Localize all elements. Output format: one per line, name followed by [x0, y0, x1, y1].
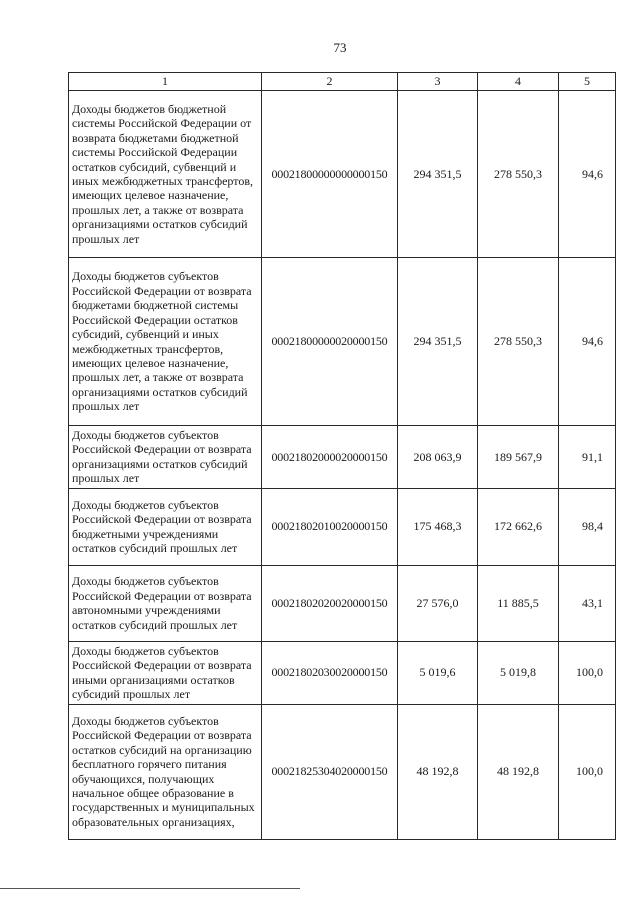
- table-row: [69, 641, 616, 704]
- revenue-table: [68, 72, 616, 840]
- row-code: 00021800000000000150: [262, 91, 398, 258]
- table-row: [69, 488, 616, 565]
- row-value-col4: 278 550,3: [478, 91, 559, 258]
- row-value-col5: 98,4: [559, 488, 616, 565]
- row-code: 00021802030020000150: [262, 641, 398, 704]
- revenue-table-container: [68, 72, 616, 840]
- table-row: [69, 704, 616, 839]
- row-code: 00021802020020000150: [262, 565, 398, 641]
- row-description: Доходы бюджетов субъектов Российской Федерации от возврата остатков субсидий на организацию бесплатного горячего питания обучающихся, получающих начальное общее образование в государственных и муниципальных образовательных организациях,: [69, 704, 262, 839]
- table-row: [69, 565, 616, 641]
- row-value-col3: 175 468,3: [398, 488, 478, 565]
- column-header-5: 5: [559, 73, 616, 91]
- row-value-col3: 208 063,9: [398, 426, 478, 489]
- row-value-col5: 91,1: [559, 426, 616, 489]
- row-value-col4: 11 885,5: [478, 565, 559, 641]
- row-value-col4: 189 567,9: [478, 426, 559, 489]
- scan-bottom-rule: [0, 888, 300, 889]
- row-value-col5: 100,0: [559, 641, 616, 704]
- row-value-col4: 172 662,6: [478, 488, 559, 565]
- row-value-col5: 94,6: [559, 91, 616, 258]
- row-value-col5: 100,0: [559, 704, 616, 839]
- page-number: 73: [333, 40, 347, 55]
- row-code: 00021800000020000150: [262, 258, 398, 426]
- row-description: Доходы бюджетов бюджетной системы Российской Федерации от возврата бюджетами бюджетной системы Российской Федерации остатков субсидий, субвенций и иных межбюджетных трансфертов, имеющих целевое назначение, прошлых лет, а также от возврата организациями остатков субсидий прошлых лет: [69, 91, 262, 258]
- column-header-3: 3: [398, 73, 478, 91]
- column-header-4: 4: [478, 73, 559, 91]
- column-header-2: 2: [262, 73, 398, 91]
- table-row: [69, 426, 616, 489]
- row-value-col3: 5 019,6: [398, 641, 478, 704]
- row-code: 00021825304020000150: [262, 704, 398, 839]
- row-description: Доходы бюджетов субъектов Российской Федерации от возврата организациями остатков субсидий прошлых лет: [69, 426, 262, 489]
- table-row: [69, 91, 616, 258]
- row-value-col4: 48 192,8: [478, 704, 559, 839]
- row-value-col4: 278 550,3: [478, 258, 559, 426]
- row-description: Доходы бюджетов субъектов Российской Федерации от возврата иными организациями остатков субсидий прошлых лет: [69, 641, 262, 704]
- row-value-col3: 294 351,5: [398, 258, 478, 426]
- row-code: 00021802000020000150: [262, 426, 398, 489]
- row-description: Доходы бюджетов субъектов Российской Федерации от возврата бюджетами бюджетной системы Российской Федерации остатков субсидий, субвенций и иных межбюджетных трансфертов, имеющих целевое назначение, прошлых лет, а также от возврата организациями остатков субсидий прошлых лет: [69, 258, 262, 426]
- table-row: [69, 258, 616, 426]
- row-value-col4: 5 019,8: [478, 641, 559, 704]
- row-value-col3: 27 576,0: [398, 565, 478, 641]
- row-code: 00021802010020000150: [262, 488, 398, 565]
- row-value-col3: 48 192,8: [398, 704, 478, 839]
- row-value-col5: 94,6: [559, 258, 616, 426]
- row-description: Доходы бюджетов субъектов Российской Федерации от возврата бюджетными учреждениями остатков субсидий прошлых лет: [69, 488, 262, 565]
- row-description: Доходы бюджетов субъектов Российской Федерации от возврата автономными учреждениями остатков субсидий прошлых лет: [69, 565, 262, 641]
- row-value-col3: 294 351,5: [398, 91, 478, 258]
- column-header-1: 1: [69, 73, 262, 91]
- table-header-row: [69, 73, 616, 91]
- row-value-col5: 43,1: [559, 565, 616, 641]
